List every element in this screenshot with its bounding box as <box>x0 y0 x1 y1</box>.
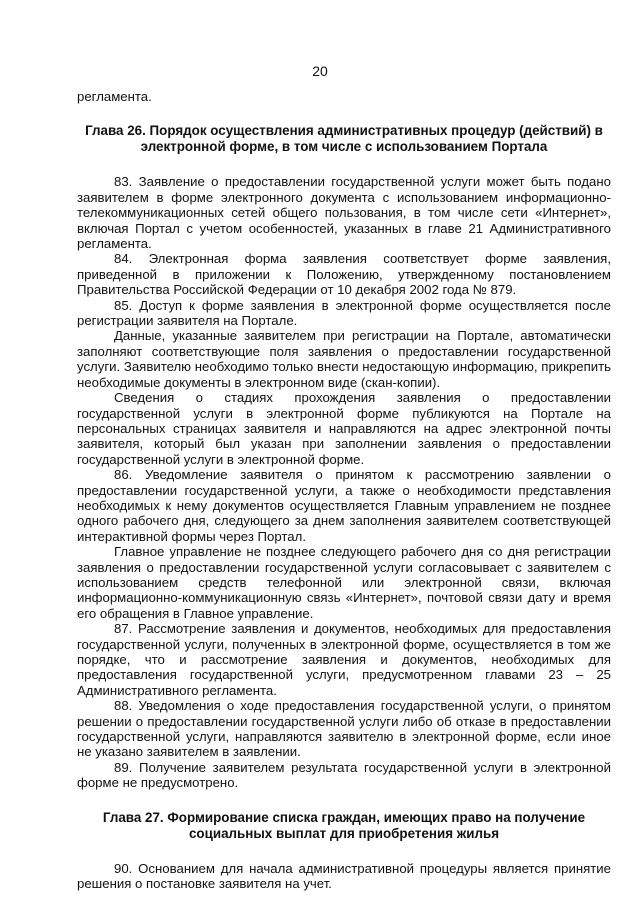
document-body <box>77 89 611 891</box>
chapter-26-title-line-1: Глава 26. Порядок осуществления административных процедур (действий) в <box>85 123 603 139</box>
paragraph-86: 86. Уведомление заявителя о принятом к рассмотрению заявлении о предоставлении государственной услуги, а также о необходимости представления необходимых к нему документов осуществляется Главным управлением не позднее одного рабочего дня, следующего за днем заполнения заявителем соответствующей интерактивной формы через Портал. <box>77 467 611 544</box>
paragraph-90: 90. Основанием для начала административной процедуры является принятие решения о постановке заявителя на учет. <box>77 860 611 892</box>
paragraph-85-status: Сведения о стадиях прохождения заявления о предоставлении государственной услуги в электронной форме публикуются на Портале на персональных страницах заявителя и направляются на адрес электронной почты заявителя, который был указан при заполнении заявления о предоставлении государственной услуги в электронной форме. <box>77 390 611 467</box>
paragraph-83: 83. Заявление о предоставлении государственной услуги может быть подано заявителем в форме электронного документа с использованием информационно-телекоммуникационных сетей общего пользования, в том числе сети «Интернет», включая Портал с учетом особенностей, указанных в главе 21 Административного регламента. <box>77 174 611 252</box>
paragraph-85-data: Данные, указанные заявителем при регистрации на Портале, автоматически заполняют соответствующие поля заявления о предоставлении государственной услуги. Заявителю необходимо только внести недостающую информацию, прикрепить необходимые документы в электронном виде (скан-копии). <box>77 328 611 390</box>
paragraph-86-agreement: Главное управление не позднее следующего рабочего дня со дня регистрации заявления о предоставлении государственной услуги согласовывает с заявителем с использованием средств телефонной или электронной связи, включая информационно-коммуникационную связь «Интернет», почтовой связи дату и время его обращения в Главное управление. <box>77 544 611 621</box>
page-number: 20 <box>312 63 328 79</box>
paragraph-85: 85. Доступ к форме заявления в электронной форме осуществляется после регистрации заявителя на Портале. <box>77 297 611 329</box>
chapter-27-title-line-1: Глава 27. Формирование списка граждан, имеющих право на получение <box>102 809 586 825</box>
chapter-26-title <box>83 123 605 155</box>
paragraph-84: 84. Электронная форма заявления соответствует форме заявления, приведенной в приложении к Положению, утвержденному постановлением Правительства Российской Федерации от 10 декабря 2002 года № 879. <box>77 251 611 298</box>
chapter-26-title-line-2: электронной форме, в том числе с использованием Портала <box>140 139 548 155</box>
chapter-27-title-line-2: социальных выплат для приобретения жилья <box>188 825 500 841</box>
paragraph-88: 88. Уведомления о ходе предоставления государственной услуги, о принятом решении о предоставлении государственной услуги либо об отказе в предоставлении государственной услуги, направляются заявителю в электронной форме, если иное не указано заявителем в заявлении. <box>77 698 611 760</box>
intro-line: регламента. <box>77 89 152 104</box>
paragraph-89: 89. Получение заявителем результата государственной услуги в электронной форме не предусмотрено. <box>77 759 611 791</box>
paragraph-87: 87. Рассмотрение заявления и документов, необходимых для предоставления государственной услуги, полученных в электронной форме, осуществляется в том же порядке, что и рассмотрение заявления и документов, необходимых для предоставления государственной услуги, предусмотренном главами 23 – 25 Административного регламента. <box>77 621 611 698</box>
chapter-27-title <box>83 810 605 842</box>
